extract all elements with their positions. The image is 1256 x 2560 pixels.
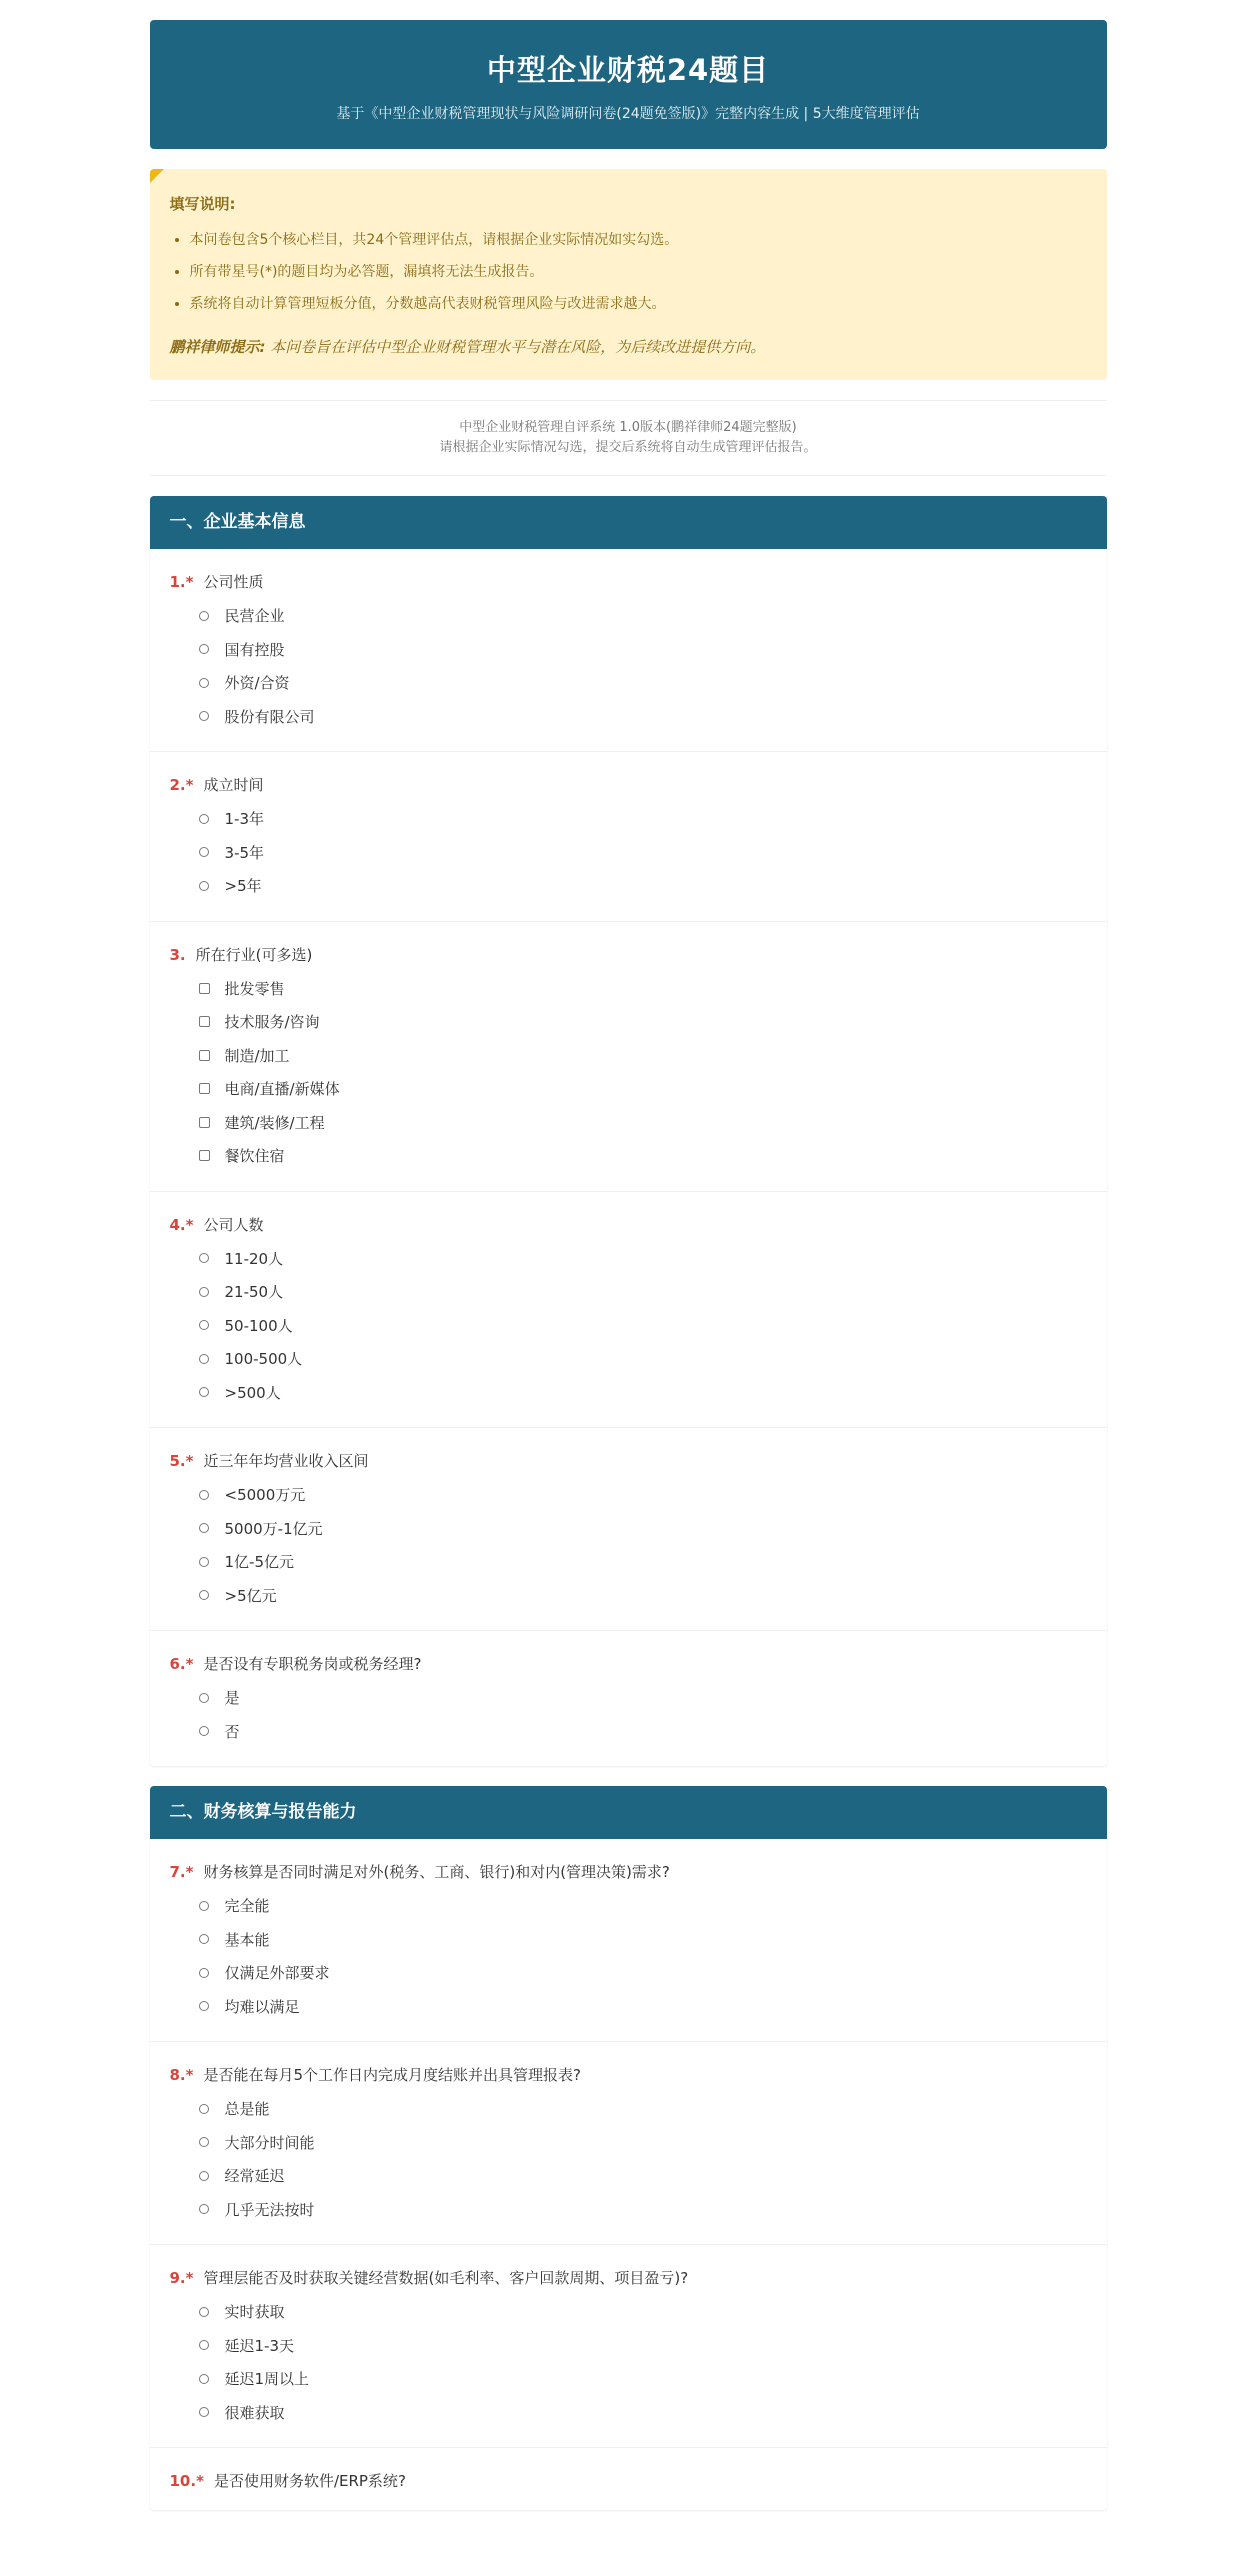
checkbox-option[interactable] (199, 1106, 1087, 1140)
radio-option[interactable] (199, 1275, 1087, 1309)
checkbox[interactable] (199, 1016, 210, 1027)
radio-option[interactable] (199, 2159, 1087, 2193)
question-line (170, 2470, 1087, 2492)
instruction-item: • 所有带星号(*)的题目均为必答题，漏填将无法生成报告。 (190, 256, 1087, 288)
radio-option[interactable] (199, 1715, 1087, 1749)
system-hint: 请根据企业实际情况勾选，提交后系统将自动生成管理评估报告。 (439, 440, 817, 455)
option-label: 总是能 (224, 2100, 270, 2119)
radio-button[interactable] (199, 1934, 209, 1944)
question-text: 是否能在每月5个工作日内完成月度结账并出具管理报表? (203, 2066, 582, 2084)
radio-button[interactable] (199, 2137, 209, 2147)
option-label: >5年 (224, 877, 262, 896)
question-number (170, 2066, 194, 2084)
option-label: 1亿-5亿元 (224, 1553, 294, 1572)
question-number (170, 573, 194, 591)
radio-button[interactable] (199, 611, 209, 621)
radio-option[interactable] (199, 1545, 1087, 1579)
instruction-item: • 系统将自动计算管理短板分值，分数越高代表财税管理风险与改进需求越大。 (190, 288, 1087, 320)
radio-option[interactable] (199, 2092, 1087, 2126)
option-label: 几乎无法按时 (224, 2200, 315, 2219)
option-label: 50-100人 (224, 1316, 293, 1335)
lawyer-tip (170, 336, 1087, 357)
radio-button[interactable] (199, 1901, 209, 1911)
survey-sections (150, 496, 1107, 2510)
checkbox[interactable] (199, 1117, 210, 1128)
required-star: * (185, 2066, 194, 2084)
option-label: 仅满足外部要求 (224, 1964, 330, 1983)
option-label: 1-3年 (224, 810, 264, 829)
question-number (170, 2269, 194, 2287)
checkbox[interactable] (199, 1150, 210, 1161)
option-list (170, 2295, 1087, 2429)
question-number (170, 1452, 194, 1470)
radio-button[interactable] (199, 1490, 209, 1500)
radio-button[interactable] (199, 2204, 209, 2214)
radio-option[interactable] (199, 1956, 1087, 1990)
required-star: * (185, 1863, 194, 1881)
option-label: >500人 (224, 1383, 281, 1402)
option-label: 均难以满足 (224, 1997, 300, 2016)
question (150, 2245, 1107, 2448)
option-label: 股份有限公司 (224, 707, 315, 726)
radio-button[interactable] (199, 1253, 209, 1263)
radio-button[interactable] (199, 2340, 209, 2350)
radio-button[interactable] (199, 847, 209, 857)
system-info (150, 400, 1107, 476)
option-label: 制造/加工 (224, 1046, 290, 1065)
option-label: >5亿元 (224, 1586, 277, 1605)
question-text: 公司性质 (203, 573, 264, 591)
question-line (170, 1861, 1087, 1883)
question (150, 752, 1107, 922)
section-title: 二、财务核算与报告能力 (150, 1786, 1107, 1839)
question (150, 1839, 1107, 2042)
radio-button[interactable] (199, 1968, 209, 1978)
question-number (170, 1863, 194, 1881)
question-text: 是否使用财务软件/ERP系统? (213, 2472, 406, 2490)
question (150, 2448, 1107, 2510)
checkbox[interactable] (199, 1083, 210, 1094)
radio-button[interactable] (199, 814, 209, 824)
radio-option[interactable] (199, 836, 1087, 870)
instruction-item: • 本问卷包含5个核心栏目，共24个管理评估点，请根据企业实际情况如实勾选。 (190, 224, 1087, 256)
radio-option[interactable] (199, 1512, 1087, 1546)
radio-button[interactable] (199, 2307, 209, 2317)
option-list (170, 1681, 1087, 1748)
option-label: 外资/合资 (224, 674, 290, 693)
radio-button[interactable] (199, 2407, 209, 2417)
radio-button[interactable] (199, 678, 209, 688)
option-label: 电商/直播/新媒体 (224, 1080, 340, 1099)
page-title: 中型企业财税24题目 (486, 53, 770, 87)
option-list (170, 599, 1087, 733)
option-label: 实时获取 (224, 2303, 285, 2322)
radio-button[interactable] (199, 1287, 209, 1297)
option-list (170, 1889, 1087, 2023)
page-container (150, 0, 1107, 2510)
radio-button[interactable] (199, 2001, 209, 2011)
question-text: 管理层能否及时获取关键经营数据(如毛利率、客户回款周期、项目盈亏)? (203, 2269, 689, 2287)
question-number (170, 1216, 194, 1234)
radio-option[interactable] (199, 1681, 1087, 1715)
question-number (170, 776, 194, 794)
option-list (170, 802, 1087, 903)
question-index: 3. (169, 945, 186, 964)
option-label: 100-500人 (224, 1350, 303, 1369)
question-index: 10. (169, 2472, 197, 2490)
radio-button[interactable] (199, 1557, 209, 1567)
checkbox-option[interactable] (199, 1039, 1087, 1073)
radio-option[interactable] (199, 633, 1087, 667)
radio-button[interactable] (199, 644, 209, 654)
instructions-panel (150, 169, 1107, 380)
question-number (170, 1655, 194, 1673)
radio-option[interactable] (199, 2126, 1087, 2160)
radio-option[interactable] (199, 1923, 1087, 1957)
option-label: 大部分时间能 (224, 2133, 315, 2152)
question (150, 1428, 1107, 1631)
option-label: 国有控股 (224, 640, 285, 659)
page-header (150, 20, 1107, 149)
option-label: 5000万-1亿元 (224, 1519, 323, 1538)
option-label: 技术服务/咨询 (224, 1013, 320, 1032)
radio-button[interactable] (199, 1523, 209, 1533)
required-star: * (185, 573, 194, 591)
option-label: 延迟1周以上 (224, 2370, 310, 2389)
question-text: 是否设有专职税务岗或税务经理? (203, 1655, 422, 1673)
question-index: 9. (169, 2269, 186, 2287)
question-line (170, 944, 1087, 966)
radio-button[interactable] (199, 2374, 209, 2384)
question-index: 2. (169, 776, 186, 794)
radio-button[interactable] (199, 1693, 209, 1703)
option-label: 完全能 (224, 1897, 270, 1916)
lawyer-tip-label: 鹏祥律师提示: (169, 338, 266, 356)
question (150, 2042, 1107, 2245)
corner-marker (150, 169, 164, 183)
radio-option[interactable] (199, 2295, 1087, 2329)
radio-option[interactable] (199, 1579, 1087, 1613)
instructions-title: 填写说明: (169, 195, 236, 213)
radio-option[interactable] (199, 666, 1087, 700)
question (150, 549, 1107, 752)
question-index: 4. (169, 1215, 186, 1234)
option-label: 21-50人 (224, 1283, 284, 1302)
survey-section (150, 1786, 1107, 2510)
radio-option[interactable] (199, 869, 1087, 903)
radio-button[interactable] (199, 881, 209, 891)
radio-button[interactable] (199, 1726, 209, 1736)
question-index: 7. (169, 1863, 186, 1881)
question-line (170, 1653, 1087, 1675)
question-text: 财务核算是否同时满足对外(税务、工商、银行)和对内(管理决策)需求? (203, 1863, 670, 1881)
radio-option[interactable] (199, 1889, 1087, 1923)
option-list (170, 1478, 1087, 1612)
required-star: * (185, 2269, 194, 2287)
required-star: * (185, 1452, 194, 1470)
radio-button[interactable] (199, 2104, 209, 2114)
question-number (170, 2472, 204, 2490)
option-label: 基本能 (224, 1930, 270, 1949)
option-label: 否 (224, 1722, 240, 1741)
option-label: 延迟1-3天 (224, 2336, 294, 2355)
checkbox[interactable] (199, 1050, 210, 1061)
instructions-list (170, 224, 1087, 320)
question (150, 1631, 1107, 1766)
required-star: * (185, 776, 194, 794)
checkbox-option[interactable] (199, 1072, 1087, 1106)
question-text: 所在行业(可多选) (195, 945, 313, 964)
checkbox-option[interactable] (199, 1005, 1087, 1039)
option-list (170, 972, 1087, 1173)
question-line (170, 774, 1087, 796)
checkbox-option[interactable] (199, 972, 1087, 1006)
section-title: 一、企业基本信息 (150, 496, 1107, 549)
required-star: * (185, 1655, 194, 1673)
radio-option[interactable] (199, 2362, 1087, 2396)
option-list (170, 2092, 1087, 2226)
option-list (170, 1242, 1087, 1410)
radio-option[interactable] (199, 700, 1087, 734)
option-label: 很难获取 (224, 2403, 285, 2422)
question-line (170, 571, 1087, 593)
system-version: 中型企业财税管理自评系统 1.0版本(鹏祥律师24题完整版) (459, 420, 797, 435)
radio-option[interactable] (199, 599, 1087, 633)
question (150, 922, 1107, 1192)
question-text: 近三年年均营业收入区间 (203, 1452, 369, 1470)
radio-option[interactable] (199, 1478, 1087, 1512)
option-label: 是 (224, 1689, 240, 1708)
radio-option[interactable] (199, 802, 1087, 836)
lawyer-tip-text: 本问卷旨在评估中型企业财税管理水平与潜在风险，为后续改进提供方向。 (270, 338, 766, 356)
radio-button[interactable] (199, 1320, 209, 1330)
option-label: 民营企业 (224, 607, 285, 626)
option-label: <5000万元 (224, 1486, 306, 1505)
radio-option[interactable] (199, 1376, 1087, 1410)
question-line (170, 2267, 1087, 2289)
radio-button[interactable] (199, 1590, 209, 1600)
question-index: 6. (169, 1655, 186, 1673)
radio-button[interactable] (199, 1354, 209, 1364)
radio-button[interactable] (199, 2171, 209, 2181)
question-text: 公司人数 (203, 1215, 264, 1234)
option-label: 建筑/装修/工程 (224, 1113, 325, 1132)
option-label: 餐饮住宿 (224, 1147, 285, 1166)
radio-option[interactable] (199, 2329, 1087, 2363)
question-index: 8. (169, 2066, 186, 2084)
radio-option[interactable] (199, 1242, 1087, 1276)
radio-button[interactable] (199, 1387, 209, 1397)
question-index: 1. (169, 573, 186, 591)
question-line (170, 1450, 1087, 1472)
required-star: * (185, 1215, 194, 1234)
question-line (170, 1214, 1087, 1236)
option-label: 11-20人 (224, 1249, 284, 1268)
checkbox-option[interactable] (199, 1139, 1087, 1173)
option-label: 经常延迟 (224, 2167, 285, 2186)
question-text: 成立时间 (203, 776, 264, 794)
question-number (170, 946, 186, 964)
required-star: * (196, 2472, 204, 2490)
checkbox[interactable] (199, 983, 210, 994)
option-label: 3-5年 (224, 843, 264, 862)
question (150, 1192, 1107, 1429)
radio-option[interactable] (199, 2396, 1087, 2430)
radio-option[interactable] (199, 1990, 1087, 2024)
question-line (170, 2064, 1087, 2086)
page-subtitle: 基于《中型企业财税管理现状与风险调研问卷(24题免签版)》完整内容生成 | 5大维度管理评估 (336, 106, 920, 122)
radio-option[interactable] (199, 2193, 1087, 2227)
radio-button[interactable] (199, 711, 209, 721)
option-label: 批发零售 (224, 979, 285, 998)
radio-option[interactable] (199, 1342, 1087, 1376)
survey-section (150, 496, 1107, 1766)
question-index: 5. (169, 1452, 186, 1470)
radio-option[interactable] (199, 1309, 1087, 1343)
